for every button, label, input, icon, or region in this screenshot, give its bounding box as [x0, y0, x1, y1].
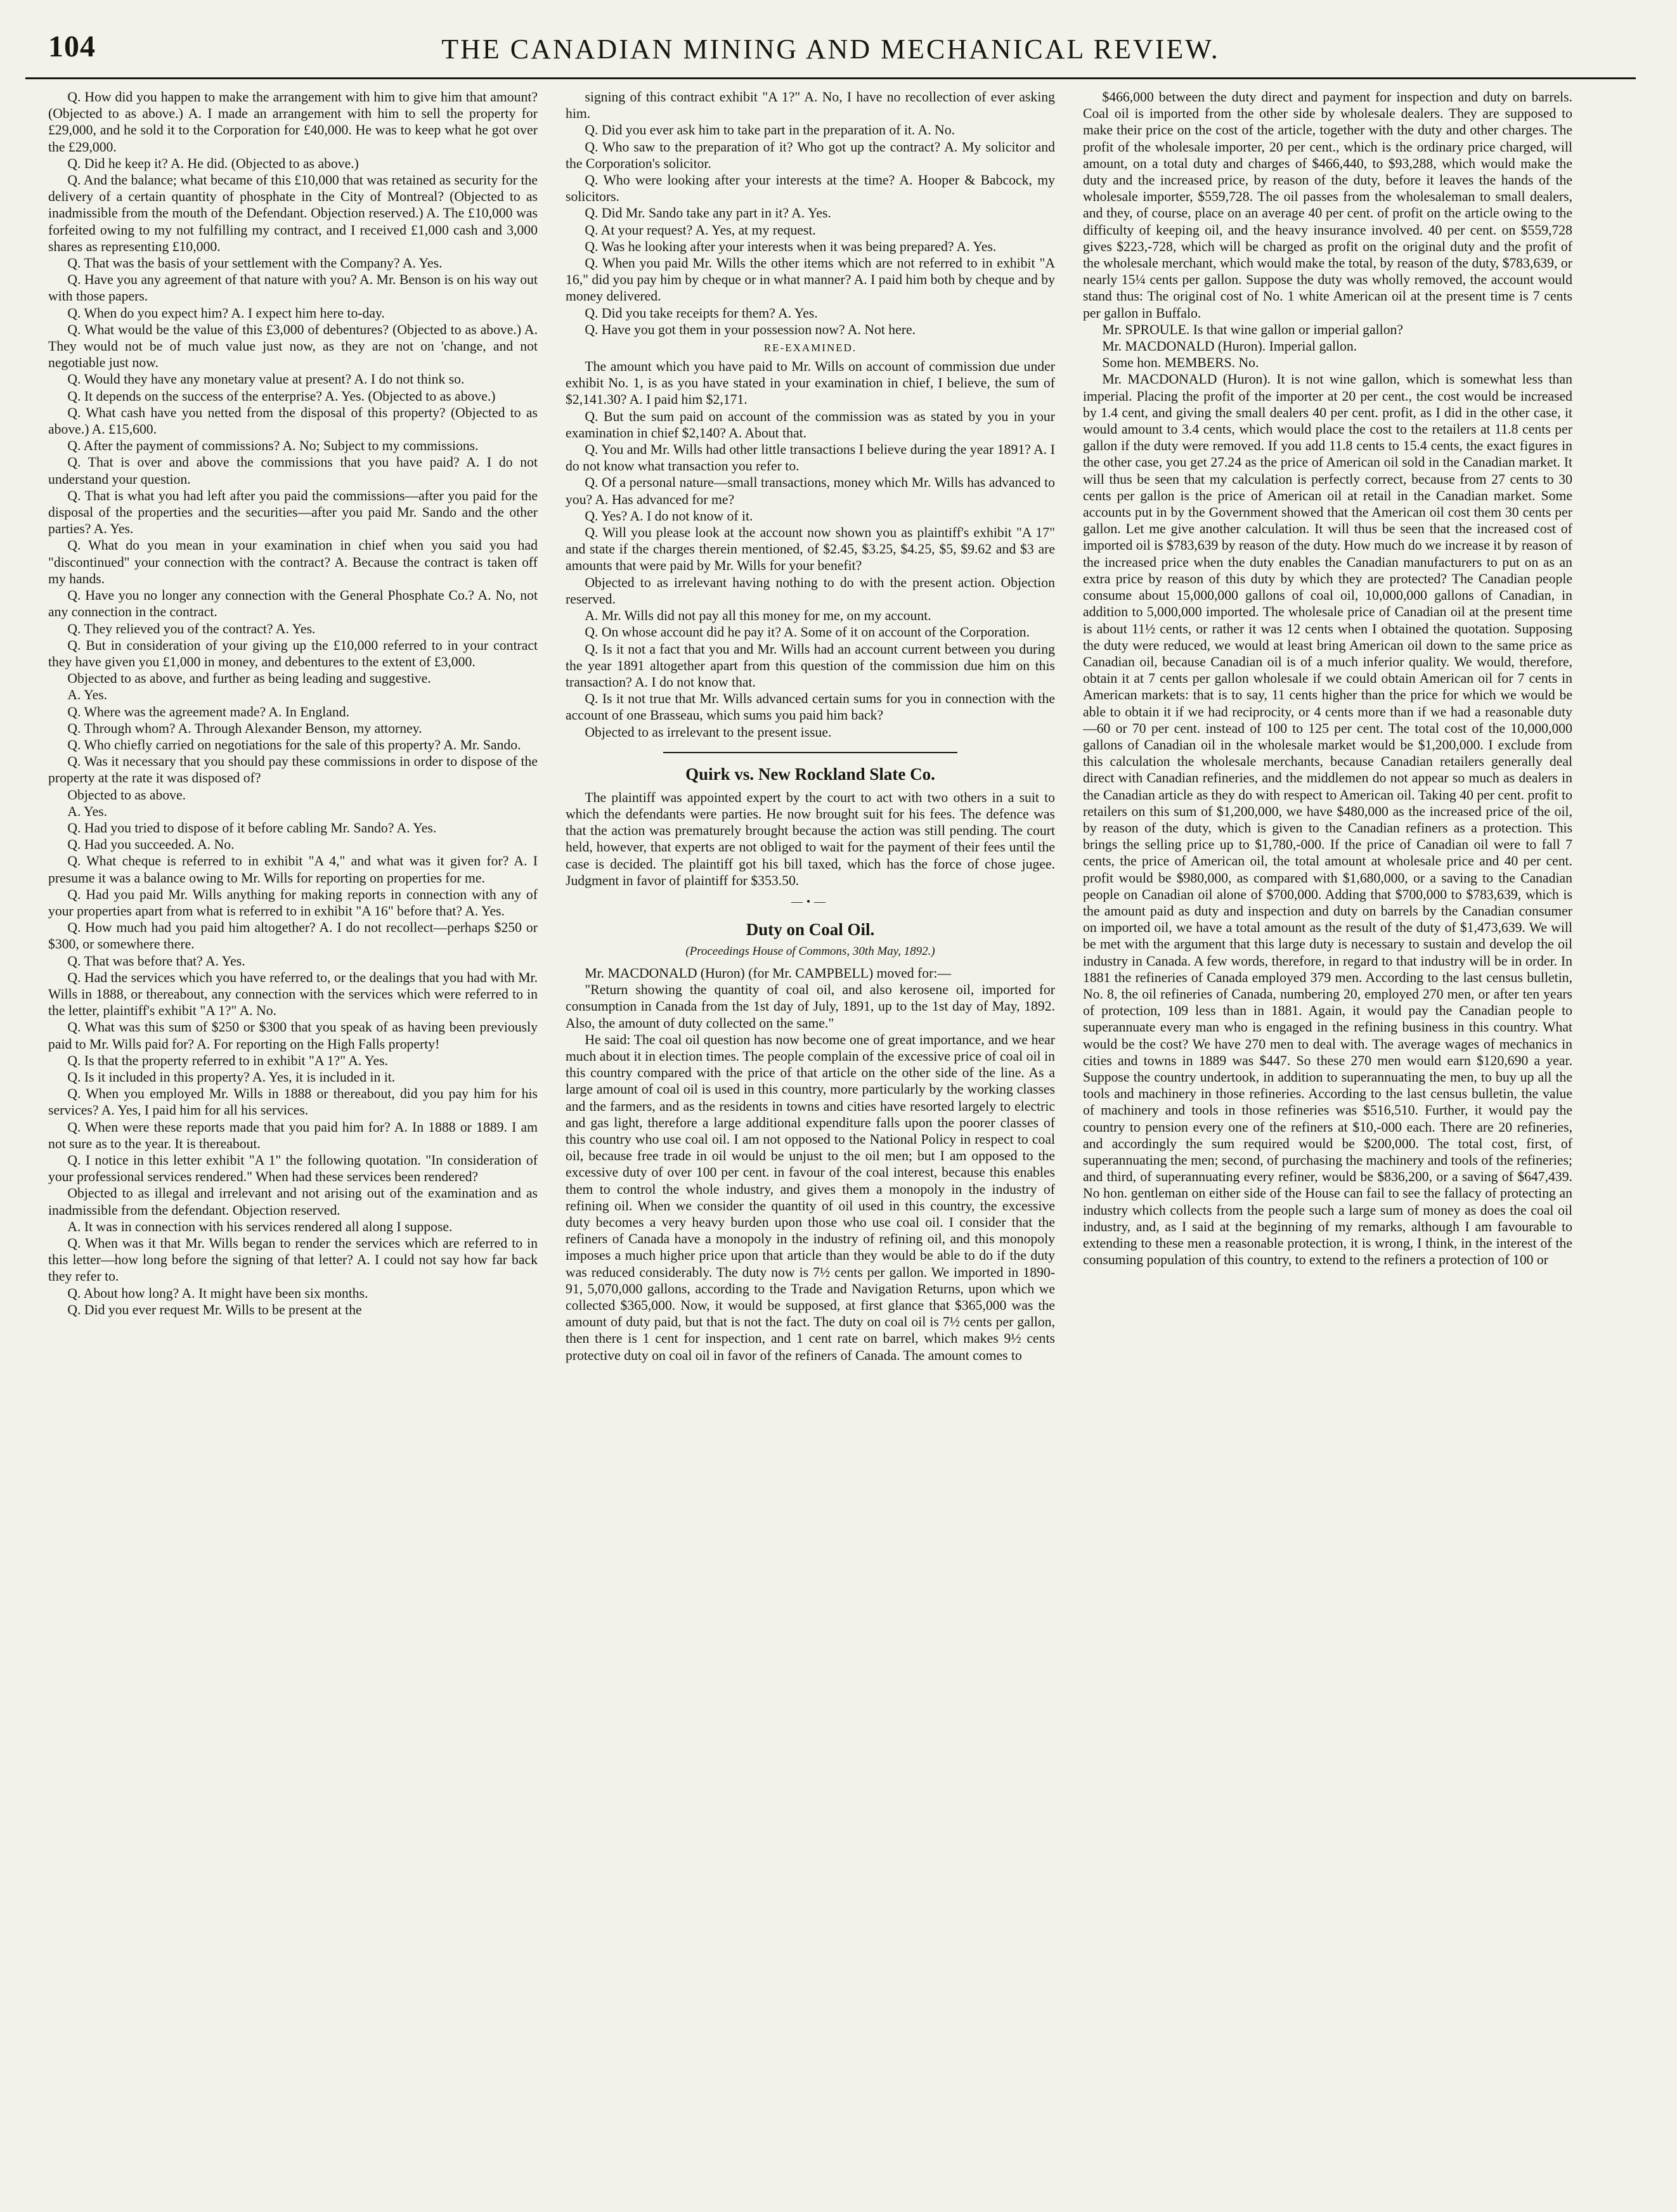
- paragraph: Q. Who were looking after your interests at the time? A. Hooper & Babcock, my solicitors.: [566, 172, 1055, 205]
- newspaper-page: [25, 25, 1636, 2187]
- paragraph: Q. When do you expect him? A. I expect him here to-day.: [67, 305, 385, 321]
- paragraph: A. Yes.: [67, 803, 108, 819]
- paragraph: Q. How much had you paid him altogether? A. I do not recollect—perhaps $250 or $300, or somewhere there.: [48, 920, 538, 952]
- paragraph: Q. Have you no longer any connection with the General Phosphate Co.? A. No, not any connection in the contract.: [48, 588, 538, 620]
- paragraph: Q. And the balance; what became of this £10,000 that was retained as security for the delivery of a certain quantity of phosphate in the City of Montreal? (Objected to as inadmissible from the mouth of the Defendant. Objection reserved.) A. The £10,000 was forfeited owing to my not fulfilling my contract, and I received £1,000 cash and 3,000 shares as representing £10,000.: [48, 172, 538, 254]
- ornament-divider: —•—: [791, 895, 830, 908]
- paragraph: Q. You and Mr. Wills had other little transactions I believe during the year 1891? A. I do not know what transaction you refer to.: [566, 442, 1055, 474]
- paragraph: Q. Had you paid Mr. Wills anything for making reports in connection with any of your properties apart from what is referred to in exhibit "A 16" before that? A. Yes.: [48, 886, 538, 919]
- paragraph: Objected to as irrelevant to the present issue.: [585, 724, 832, 740]
- paragraph: A. It was in connection with his services rendered all along I suppose.: [67, 1219, 453, 1234]
- coal-oil-proceedings-note: (Proceedings House of Commons, 30th May, 1892.): [685, 944, 935, 958]
- column-2: [566, 89, 1055, 2175]
- coal-oil-article-heading: Duty on Coal Oil.: [746, 919, 875, 939]
- paragraph: Q. Did you take receipts for them? A. Yes.: [585, 305, 818, 321]
- paragraph: Mr. MACDONALD (Huron). It is not wine gallon, which is somewhat less than imperial. Placing the profit of the importer at 20 per cent., the cost would be increased by 1.4 cent, and giving the small dealers 40 per cent. profit, as I did in the other case, it would amount to 3.4 cents, which would place the cost to the retailers at 11.8 cents per gallon if the duty were removed. If you add 11.8 cents to 15.4 cents, the exact figures in the other case, you get 27.24 as the price of American oil sold in the Canadian market. It will thus be seen that my calculation is perfectly correct, because from 27 cents to 30 cents per gallon is the price of American oil at retail in the Canadian market. Some accounts put in by the Government showed that the American oil cost them 30 cents per gallon. Let me give another calculation. It will thus be seen that the increased cost of imported oil is $783,639 by reason of the duty. How much do we increase it by reason of the increased price when the duty enables the Canadian manufacturers to put on as an extra price by reason of this duty by which they are protected? The Canadian people consume about 15,000,000 gallons of coal oil, 10,000,000 gallons of Canadian, in addition to 5,000,000 imported. The wholesale price of Canadian oil at the present time is about 11½ cents, or rather it was 12 cents when I obtained the quotation. Supposing the duty were reduced, we would at least bring American oil down to the same price as Canadian oil, because Canadian oil is of a much inferior quality. We would, therefore, obtain it at 7 cents per gallon wholesale if we could obtain American oil for 7 cents in American markets: that is to say, 11 cents higher than the price for which we would be able to obtain it if we had reciprocity, or 4 cents more than if we had a reasonable duty—60 or 70 per cent. instead of 100 to 125 per cent. The total cost of the 10,000,000 gallons of Canadian oil in the wholesale market would be $1,200,000. I exclude from this calculation the wholesale merchants, because Canadian retailers generally deal direct with Canadian refineries, and the middlemen do not appear so much as dealers in the Canadian article as they do with respect to American oil. Taking 40 per cent. profit to retailers on this sum of $1,200,000, we have $480,000 as the increased price of the oil, by reason of the duty, which is given to the Canadian refiners as a protection. This brings the selling price up to $1,780,-000. If the price of Canadian oil were to fall 7 cents, the price of American oil, the total amount at wholesale price and 40 per cent. profit would be $980,000, as compared with $1,680,000, or a saving to the Canadian people on Canadian oil alone of $700,000. Adding that $700,000 to $783,639, which is the amount paid as duty and inspection and duty on barrels by the Canadian consumer on imported oil, we have a total amount as the result of the duty of $1,473,639. We will be met with the argument that this large duty is necessary to sustain and develop the oil industry in Canada. A few words, therefore, in regard to that industry will be in order. In 1881 the refineries of Canada employed 379 men. According to the last census bulletin, No. 8, the oil refineries of Canada, numbering 20, employed 270 men, or after ten years of protection, 109 less than in 1881. Again, it would pay the Canadian people to superannuate every man who is engaged in the refining business in this country. What would be the cost? We have 270 men to deal with. The average wages of mechanics in cities and towns in 1889 was $447. So these 270 men would earn $120,690 a year. Suppose the country undertook, in addition to superannuating the men, to buy up all the tools and machinery in those refineries. According to the last census bulletin, the value of machinery and tools in those refineries was $516,510. Further, it would pay the country to pension every one of the refiners at $10,-000 each. There are 20 refineries, and accordingly the sum required would be $200,000. The total cost, first, of superannuating the men; second, of purchasing the machinery and tools of the refineries; and third, of superannuating every refiner, would be $836,200, or a saving of $647,439. No hon. gentleman on either side of the House can fail to see the fallacy of protecting an industry which collects from the people such a large sum of money as does the coal oil industry, and, as I said at the beginning of my remarks, although I am favourable to extending to these men a reasonable protection, it is wrong, I think, in the interest of the consuming population of this country, to extend to the refiners a protection of 100 or: [1083, 372, 1572, 1268]
- quirk-article-heading: Quirk vs. New Rockland Slate Co.: [685, 764, 935, 784]
- paragraph: Q. Where was the agreement made? A. In England.: [67, 704, 349, 720]
- paragraph: Q. It depends on the success of the enterprise? A. Yes. (Objected to as above.): [67, 388, 496, 404]
- paragraph: Q. Had you succeeded. A. No.: [67, 837, 235, 853]
- paragraph: Q. What would be the value of this £3,000 of debentures? (Objected to as above.) A. They would not be of much value just now, as they are not on 'change, and not negotiable just now.: [48, 321, 538, 371]
- paragraph: Q. Of a personal nature—small transactions, money which Mr. Wills has advanced to you? A. Has advanced for me?: [566, 475, 1055, 507]
- paragraph: Q. But in consideration of your giving up the £10,000 referred to in your contract they have given you £1,000 in money, and debentures to the extent of £3,000.: [48, 637, 538, 669]
- paragraph: Q. When you paid Mr. Wills the other items which are not referred to in exhibit "A 16," did you pay him by cheque or in what manner? A. I paid him both by cheque and by money delivered.: [566, 255, 1055, 304]
- paragraph: Q. At your request? A. Yes, at my request.: [585, 222, 816, 238]
- paragraph: Mr. MACDONALD (Huron). Imperial gallon.: [1102, 339, 1357, 354]
- paragraph: signing of this contract exhibit "A 1?" A. No, I have no recollection of ever asking him.: [566, 89, 1055, 122]
- paragraph: A. Yes.: [67, 687, 108, 703]
- paragraph: Q. Is that the property referred to in exhibit "A 1?" A. Yes.: [67, 1052, 388, 1068]
- reexamined-heading: RE-EXAMINED.: [763, 342, 857, 354]
- paragraph: The amount which you have paid to Mr. Wills on account of commission due under exhibit No. 1, is as you have stated in your examination in chief, I believe, the sum of $2,141.30? A. I paid him $2,171.: [566, 359, 1055, 408]
- paragraph: The plaintiff was appointed expert by the court to act with two others in a suit to which the defendants were parties. He now brought suit for his fees. The defence was that the action was prematurely brought because the action was still pending. The court held, however, that experts are not obliged to wait for the payment of their fees until the case is decided. The plaintiff got his bill taxed, which has the force of chose jugee. Judgment in favor of plaintiff for $353.50.: [566, 789, 1055, 888]
- paragraph: Q. Who saw to the preparation of it? Who got up the contract? A. My solicitor and the Corporation's solicitor.: [566, 139, 1055, 171]
- paragraph: Q. Did you ever request Mr. Wills to be present at the: [67, 1302, 362, 1317]
- paragraph: Q. Did he keep it? A. He did. (Objected to as above.): [67, 155, 359, 171]
- paragraph: Q. Would they have any monetary value at present? A. I do not think so.: [67, 372, 465, 387]
- column-1: [48, 89, 538, 2175]
- paragraph: Q. Have you got them in your possession now? A. Not here.: [585, 321, 916, 337]
- paragraph: A. Mr. Wills did not pay all this money for me, on my account.: [585, 608, 931, 624]
- paragraph: Mr. MACDONALD (Huron) (for Mr. CAMPBELL) moved for:—: [585, 965, 952, 981]
- paragraph: Q. Did Mr. Sando take any part in it? A. Yes.: [585, 205, 831, 221]
- paragraph: Q. Did you ever ask him to take part in the preparation of it. A. No.: [585, 122, 955, 138]
- paragraph: Q. On whose account did he pay it? A. Some of it on account of the Corporation.: [585, 624, 1030, 640]
- paragraph: "Return showing the quantity of coal oil, and also kerosene oil, imported for consumption in Canada from the 1st day of July, 1891, up to the 1st day of May, 1892. Also, the amount of duty collected on the same.": [566, 982, 1055, 1031]
- paragraph: Objected to as illegal and irrelevant and not arising out of the examination and as inadmissible from the defendant. Objection reserved.: [48, 1186, 538, 1218]
- paragraph: Q. Have you any agreement of that nature with you? A. Mr. Benson is on his way out with those papers.: [48, 272, 538, 304]
- paragraph: Q. Was he looking after your interests when it was being prepared? A. Yes.: [585, 238, 997, 254]
- paragraph: Q. About how long? A. It might have been six months.: [67, 1285, 368, 1301]
- paragraph: Q. After the payment of commissions? A. No; Subject to my commissions.: [67, 438, 479, 454]
- paragraph: Objected to as irrelevant having nothing to do with the present action. Objection reserved.: [566, 574, 1055, 607]
- text-columns: [48, 89, 1636, 2175]
- paragraph: Q. When was it that Mr. Wills began to render the services which are referred to in this letter—how long before the signing of that letter? A. I could not say how far back they refer to.: [48, 1236, 538, 1284]
- paragraph: Q. They relieved you of the contract? A. Yes.: [67, 621, 316, 637]
- paragraph: Q. Had you tried to dispose of it before cabling Mr. Sando? A. Yes.: [67, 820, 437, 836]
- paragraph: Some hon. MEMBERS. No.: [1102, 355, 1259, 371]
- paragraph: Mr. SPROULE. Is that wine gallon or imperial gallon?: [1102, 321, 1404, 337]
- column-3: [1083, 89, 1572, 2175]
- paragraph: Q. Yes? A. I do not know of it.: [585, 508, 753, 524]
- page-number: 104: [48, 30, 96, 63]
- paragraph: Q. What was this sum of $250 or $300 that you speak of as having been previously paid to Mr. Wills paid for? A. For reporting on the High Falls property!: [48, 1019, 538, 1052]
- paragraph: Q. Through whom? A. Through Alexander Benson, my attorney.: [67, 720, 422, 736]
- paragraph: Q. When were these reports made that you paid him for? A. In 1888 or 1889. I am not sure as to the year. It is thereabout.: [48, 1119, 538, 1151]
- paragraph: Q. When you employed Mr. Wills in 1888 or thereabout, did you pay him for his services? A. Yes, I paid him for all his services.: [48, 1086, 538, 1118]
- paragraph: Q. What cheque is referred to in exhibit "A 4," and what was it given for? A. I presume it was a balance owing to Mr. Wills for reporting on properties for me.: [48, 853, 538, 886]
- paragraph: Q. Who chiefly carried on negotiations for the sale of this property? A. Mr. Sando.: [67, 737, 521, 753]
- paragraph: Q. What cash have you netted from the disposal of this property? (Objected to as above.) A. £15,600.: [48, 404, 538, 437]
- paragraph: Q. How did you happen to make the arrangement with him to give him that amount? (Objected to as above.) A. I made an arrangement with him to sell the property for £29,000, and he sold it to the Corporation for £40,000. He was to keep what he got over the £29,000.: [48, 89, 538, 155]
- running-title: THE CANADIAN MINING AND MECHANICAL REVIEW.: [441, 34, 1220, 65]
- paragraph: Q. I notice in this letter exhibit "A 1" the following quotation. "In consideration of your professional services rendered." When had these services been rendered?: [48, 1153, 538, 1185]
- paragraph: Q. What do you mean in your examination in chief when you said you had "discontinued" your connection with the contract? A. Because the contract is taken off my hands.: [48, 538, 538, 586]
- paragraph: Q. Is it included in this property? A. Yes, it is included in it.: [67, 1069, 396, 1085]
- paragraph: Q. Will you please look at the account now shown you as plaintiff's exhibit "A 17" and state if the charges therein mentioned, of $2.45, $3.25, $4.25, $5, $9.62 and $3 are amounts that were paid by Mr. Wills for your benefit?: [566, 525, 1055, 574]
- paragraph: Objected to as above.: [67, 787, 186, 803]
- page-header: [25, 25, 1636, 79]
- paragraph: He said: The coal oil question has now become one of great importance, and we hear much about it in election times. The people complain of the excessive price of coal oil in this country compared with the price of that article on the other side of the line. As a large amount of coal oil is used in this country, more particularly by the working classes and the farmers, and as the residents in towns and cities have resorted largely to electric and gas light, therefore a large additional expenditure falls upon the poorer classes of this country who use coal oil. I am not opposed to the National Policy in respect to coal oil, because free trade in oil would be unjust to the oil men; but I am opposed to the excessive duty of over 100 per cent. in favour of the coal interest, because this enables them to control the whole industry, and gives them a monopoly in the industry of refining oil. When we consider the quantity of oil used in this country, the excessive duty becomes a very heavy burden upon those who use coal oil. I consider that the refiners of Canada have a monopoly in the industry of refining oil, and this monopoly imposes a much higher price upon that article than they would be able to do if the duty was reduced considerably. The duty now is 7½ cents per gallon. We imported in 1890-91, 5,070,000 gallons, according to the Trade and Navigation Returns, upon which we collected $365,000. Now, it would be supposed, at first glance that $365,000 was the amount of duty paid, but that is not the fact. The duty on coal oil is 7½ cents per gallon, then there is 1 cent for inspection, and 1 cent rate on barrel, which makes 9½ cents protective duty on coal oil in favor of the refiners of Canada. The amount comes to: [566, 1032, 1055, 1363]
- paragraph: Q. Was it necessary that you should pay these commissions in order to dispose of the property at the rate it was disposed of?: [48, 754, 538, 786]
- paragraph: Q. Had the services which you have referred to, or the dealings that you had with Mr. Wills in 1888, or thereabout, any connection with the services which were referred to in the letter, plaintiff's exhibit "A 1?" A. No.: [48, 969, 538, 1019]
- paragraph: Q. Is it not a fact that you and Mr. Wills had an account current between you during the year 1891 altogether apart from this question of the commission due him on this transaction? A. I do not know that.: [566, 641, 1055, 690]
- paragraph: Q. That was the basis of your settlement with the Company? A. Yes.: [67, 255, 443, 271]
- paragraph: Q. That is what you had left after you paid the commissions—after you paid for the disposal of the properties and the securities—after you paid Mr. Sando and the other parties? A. Yes.: [48, 488, 538, 537]
- paragraph: Q. Is it not true that Mr. Wills advanced certain sums for you in connection with the account of one Brasseau, which sums you paid him back?: [566, 691, 1055, 723]
- paragraph: Q. That was before that? A. Yes.: [67, 953, 245, 969]
- paragraph: Objected to as above, and further as being leading and suggestive.: [67, 671, 431, 687]
- paragraph: Q. But the sum paid on account of the commission was as stated by you in your examination in chief $2,140? A. About that.: [566, 408, 1055, 441]
- paragraph: Q. That is over and above the commissions that you have paid? A. I do not understand your question.: [48, 455, 538, 487]
- paragraph: $466,000 between the duty direct and payment for inspection and duty on barrels. Coal oil is imported from the other side by wholesale dealers. They are supposed to make their price on the cost of the article, together with the duty and other charges. The profit of the wholesale importer, 20 per cent., which is the ordinary price charged, will amount, on a total duty and charges of $466,440, to $93,288, which would make the duty and the increased price, by reason of the duty, before it leaves the hands of the wholesale importer, $559,728. The oil passes from the wholesaleman to small dealers, and they, of course, place on an average 40 per cent. of profit on the article owing to the difficulty of keeping oil, and the heavy insurance involved. 40 per cent. on $559,728 gives $223,-728, which will be charged as profit on the original duty and the profit of the wholesale merchant, which would make the total, by reason of the duty, $783,639, or nearly 15¼ cents per gallon. Suppose the duty was wholly removed, the account would stand thus: The original cost of No. 1 white American oil at the present time is 7 cents per gallon in Buffalo.: [1083, 89, 1572, 321]
- section-divider: [663, 752, 957, 753]
